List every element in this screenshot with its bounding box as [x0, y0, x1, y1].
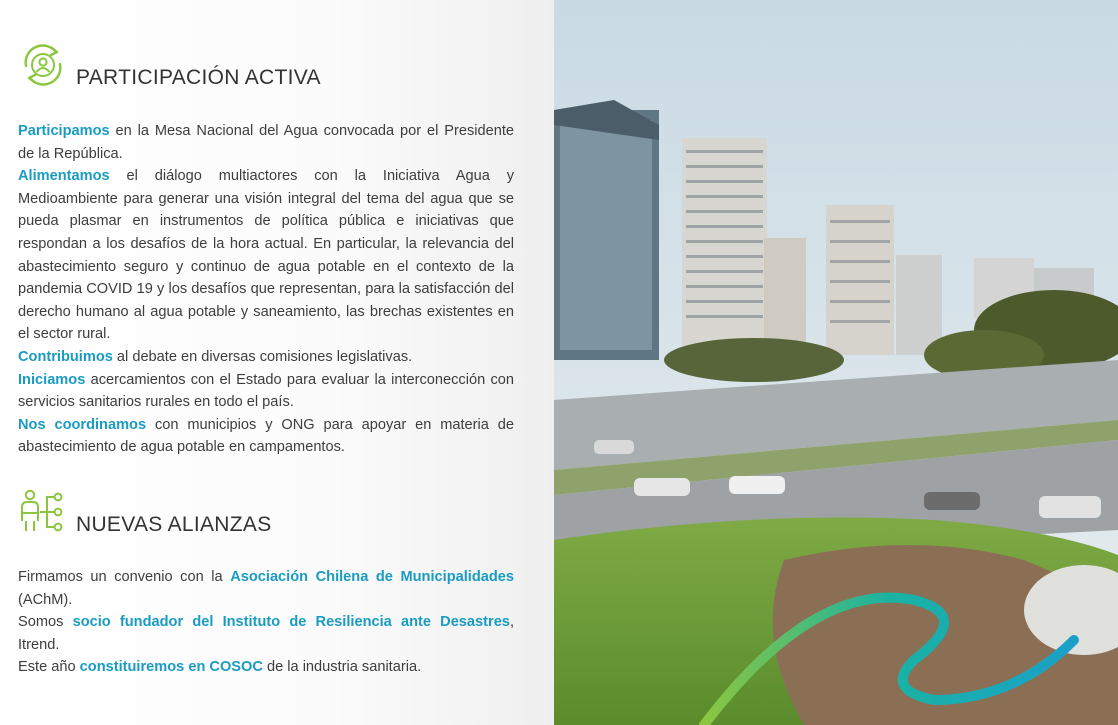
- paragraph: [18, 611, 514, 656]
- paragraph: [18, 414, 514, 459]
- highlight: Participamos: [18, 123, 110, 139]
- highlight: constituiremos en COSOC: [79, 659, 263, 676]
- paragraph-text: el diálogo multiactores con la Iniciativa Agua y Medioambiente para generar una visión integral del tema del agua que se pueda plasmar en instrumentos de política pública e iniciativas que respondan a los desafíos de la hora actual. En particular, la relevancia del abastecimiento seguro y continuo de agua potable en el contexto de la pandemia COVID 19 y los desafíos que representan, para la satisfacción del derecho humano al agua potable y saneamiento, las brechas existentes en el sector rural.: [18, 168, 514, 343]
- paragraph: [18, 120, 514, 165]
- participation-cycle-icon: [18, 40, 68, 90]
- participacion-body: [18, 120, 514, 459]
- paragraph-text: , Itrend.: [18, 614, 514, 653]
- alianzas-body: [18, 566, 514, 679]
- paragraph-text: al debate en diversas comisiones legislativas.: [112, 348, 413, 365]
- city-park-photo: [554, 0, 1118, 725]
- paragraph: [18, 369, 514, 414]
- paragraph-text: Este año: [18, 659, 80, 676]
- network-person-icon: [18, 487, 68, 537]
- section-header-participacion: [18, 40, 321, 90]
- paragraph: [18, 656, 514, 679]
- highlight: Iniciamos: [18, 371, 86, 388]
- paragraph-text: (AChM).: [18, 591, 73, 608]
- text-panel: [0, 0, 554, 725]
- highlight: Asociación Chilena de Municipalidades: [230, 569, 515, 585]
- paragraph-text: acercamientos con el Estado para evaluar la interconección con servicios sanitarios rurales en todo el país.: [18, 371, 514, 411]
- paragraph: [18, 165, 514, 346]
- section-header-alianzas: [18, 487, 272, 537]
- paragraph-text: en la Mesa Nacional del Agua convocada por el Presidente de la República.: [18, 123, 514, 162]
- paragraph: [18, 566, 514, 611]
- paragraph-text: de la industria sanitaria.: [262, 659, 422, 676]
- paragraph-text: Somos: [18, 614, 73, 631]
- paragraph: [18, 346, 514, 369]
- highlight: Alimentamos: [18, 168, 110, 185]
- highlight: Contribuimos: [18, 348, 113, 365]
- section-title: NUEVAS ALIANZAS: [76, 513, 272, 536]
- city-park-illustration: [554, 0, 1118, 725]
- section-title: PARTICIPACIÓN ACTIVA: [76, 66, 321, 89]
- paragraph-text: Firmamos un convenio con la: [18, 569, 231, 585]
- highlight: socio fundador del Instituto de Resiliencia ante Desastres: [72, 614, 510, 631]
- highlight: Nos coordinamos: [18, 416, 147, 433]
- paragraph-text: con municipios y ONG para apoyar en materia de abastecimiento de agua potable en campamentos.: [18, 416, 514, 456]
